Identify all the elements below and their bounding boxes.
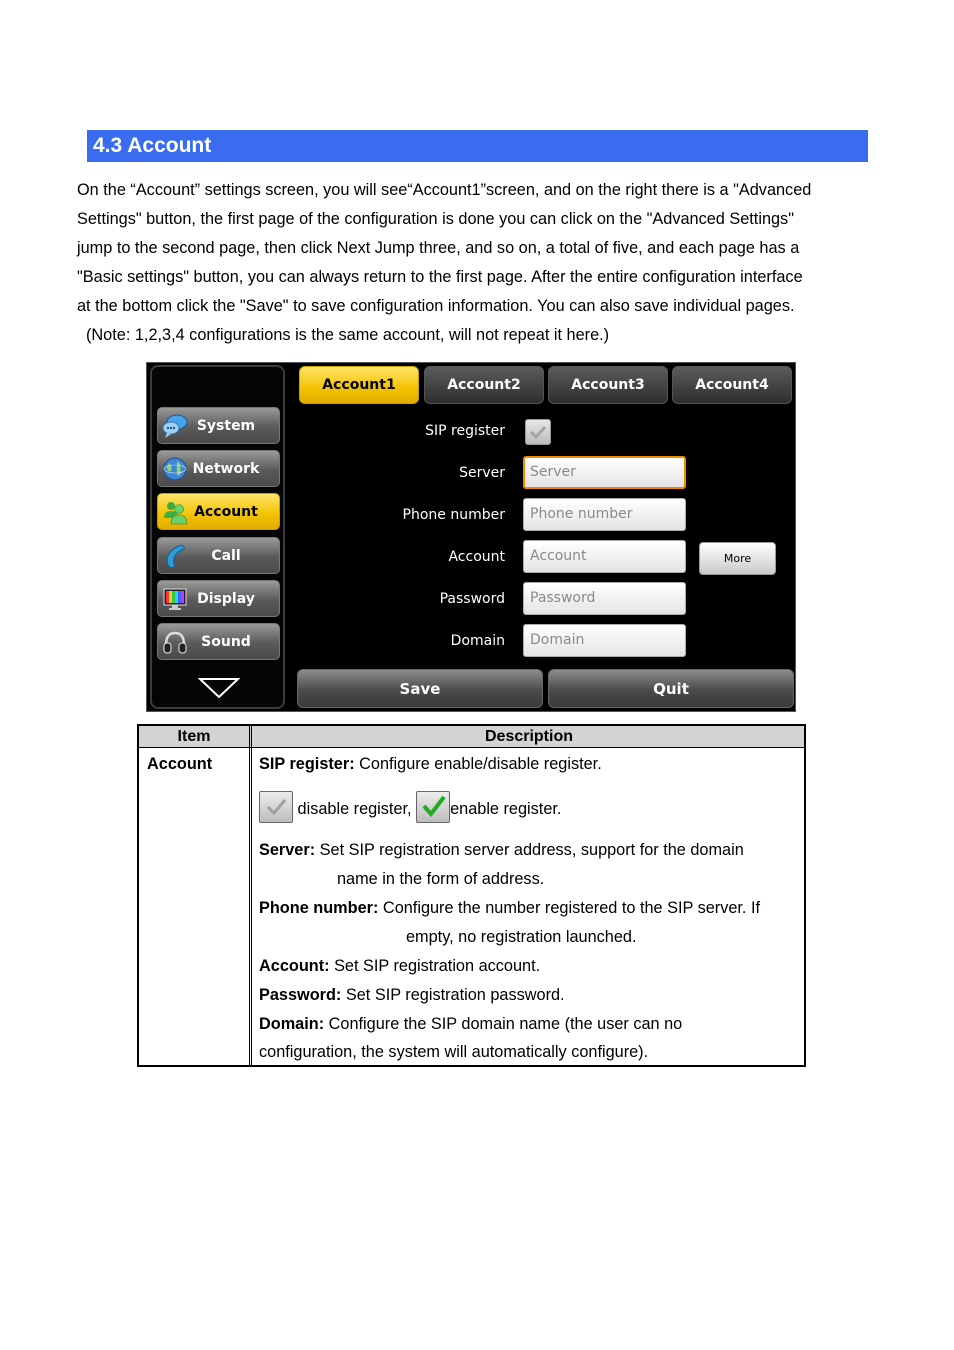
users-icon [161,498,189,526]
tab-account2[interactable]: Account2 [424,366,544,404]
domain-input[interactable]: Domain [523,624,686,657]
desc-domain [259,1010,682,1039]
desc-password [259,981,565,1010]
text: Set SIP registration account. [329,957,541,975]
more-button[interactable]: More [699,542,776,575]
intro-line: "Basic settings" button, you can always return to the first page. After the entire configuration interface [77,268,803,286]
tab-account3[interactable]: Account3 [548,366,668,404]
desc-phone-cont: empty, no registration launched. [406,928,637,946]
password-label: Password [439,591,505,607]
desc-server [259,836,744,865]
desc-checkbox-legend [259,791,561,827]
text: Configure the SIP domain name (the user can no [324,1015,683,1033]
term: Phone number: [259,899,379,917]
desc-domain-cont: configuration, the system will automatically configure). [259,1043,649,1061]
term: Server: [259,841,316,859]
password-input[interactable]: Password [523,582,686,615]
intro-paragraph [77,176,877,350]
desc-server-cont: name in the form of address. [337,870,545,888]
phone-handset-icon [161,542,189,570]
section-heading: 4.3 Account [87,130,868,162]
desc-account [259,952,540,981]
globe-icon [161,455,189,483]
header-description: Description [484,728,573,745]
intro-note: (Note: 1,2,3,4 configurations is the same account, will not repeat it here.) [86,326,610,344]
settings-sidebar [150,365,285,709]
sip-register-label: SIP register [425,423,505,439]
sidebar-item-system[interactable] [157,407,280,444]
term: Password: [259,986,342,1004]
sidebar-item-account[interactable] [157,493,280,530]
account-label: Account [448,549,505,565]
term: Domain: [259,1015,325,1033]
text: Set SIP registration password. [341,986,565,1004]
disabled-checkbox-icon [259,791,293,823]
intro-line: jump to the second page, then click Next Jump three, and so on, a total of five, and each page has a [77,239,800,257]
text: Set SIP registration server address, support for the domain [315,841,744,859]
intro-line: Settings" button, the first page of the configuration is done you can click on the "Advanced Settings" [77,210,794,228]
sidebar-item-label: System [196,417,256,434]
table-header [139,726,804,748]
monitor-icon [161,585,189,613]
enabled-checkbox-icon [416,791,450,823]
check-mark-icon [526,420,550,444]
headphones-icon [161,628,189,656]
sidebar-item-label: Network [192,460,260,477]
row-item-account: Account [147,755,213,773]
text: Configure the number registered to the SIP server. If [378,899,761,917]
phone-number-label: Phone number [402,507,505,523]
desc-sip-register [259,750,602,779]
sidebar-item-label: Call [211,547,241,564]
phone-number-input[interactable]: Phone number [523,498,686,531]
text: Configure enable/disable register. [354,755,602,773]
column-divider [249,726,252,1065]
tab-account1[interactable]: Account1 [299,366,419,404]
sidebar-item-label: Account [194,503,258,520]
sip-register-checkbox[interactable] [525,419,551,445]
sidebar-item-network[interactable] [157,450,280,487]
chat-bubbles-icon [161,412,189,440]
chevron-down-icon[interactable] [198,677,240,699]
disable-text: disable register, [293,800,417,818]
intro-line: On the “Account” settings screen, you will see“Account1”screen, and on the right there is a "Advanced [77,181,812,199]
sidebar-item-sound[interactable] [157,623,280,660]
enable-text: enable register. [450,800,562,818]
sidebar-item-display[interactable] [157,580,280,617]
sidebar-item-label: Display [197,590,255,607]
server-input[interactable]: Server [523,456,686,489]
device-screenshot [146,362,796,712]
account-input[interactable]: Account [523,540,686,573]
term: Account: [259,957,330,975]
tab-account4[interactable]: Account4 [672,366,792,404]
save-button[interactable]: Save [297,669,543,708]
intro-line: at the bottom click the "Save" to save configuration information. You can also save individual pages. [77,297,795,315]
sidebar-item-label: Sound [201,633,251,650]
domain-label: Domain [450,633,505,649]
term: SIP register: [259,755,355,773]
server-label: Server [459,465,505,481]
description-table [137,724,806,1067]
header-item: Item [177,728,211,745]
quit-button[interactable]: Quit [548,669,794,708]
sidebar-item-call[interactable] [157,537,280,574]
desc-phone-number [259,894,760,923]
